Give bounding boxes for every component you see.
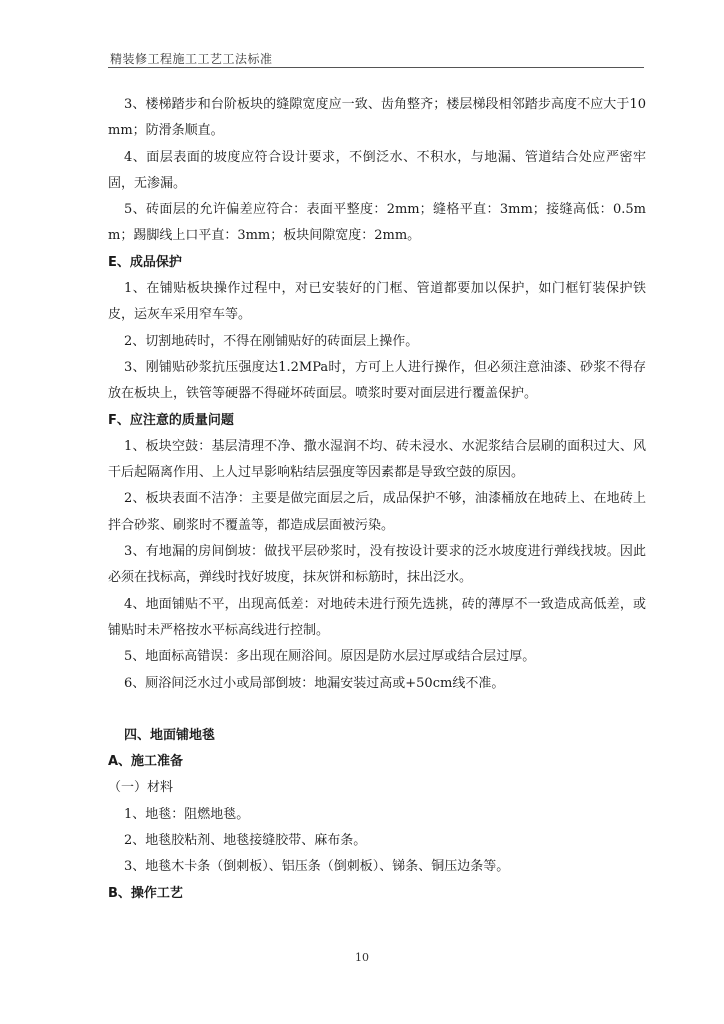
section-gap [108,697,646,723]
body-paragraph: 3、刚铺贴砂浆抗压强度达1.2MPa时，方可上人进行操作，但必须注意油漆、砂浆不得存放在板块上，铁管等硬器不得碰坏砖面层。喷浆时要对面层进行覆盖保护。 [108,359,646,402]
page-number: 10 [355,951,369,964]
body-paragraph: 3、楼梯踏步和台阶板块的缝隙宽度应一致、齿角整齐；楼层梯段相邻踏步高度不应大于10mm；防滑条顺直。 [108,97,646,139]
section-heading: 四、地面铺地毯 [124,727,216,743]
subsection-label: （一）材料 [108,780,174,796]
body-paragraph: 3、有地漏的房间倒坡：做找平层砂浆时，没有按设计要求的泛水坡度进行弹线找坡。因此必须在找标高，弹线时找好坡度，抹灰饼和标筋时，抹出泛水。 [108,544,646,586]
section-heading: B、操作工艺 [108,885,183,901]
section-heading: F、应注意的质量问题 [108,412,234,428]
body-paragraph: 5、砖面层的允许偏差应符合：表面平整度：2mm；缝格平直：3mm；接缝高低：0.5mm；踢脚线上口平直：3mm；板块间隙宽度：2mm。 [108,202,646,244]
header-divider [108,67,644,68]
body-paragraph: 2、板块表面不洁净：主要是做完面层之后，成品保护不够，油漆桶放在地砖上、在地砖上拌合砂浆、刷浆时不覆盖等，都造成层面被污染。 [108,491,646,533]
section-heading: A、施工准备 [108,754,184,770]
body-paragraph: 2、地毯胶粘剂、地毯接缝胶带、麻布条。 [124,833,367,849]
body-paragraph: 6、厕浴间泛水过小或局部倒坡：地漏安装过高或+50cm线不准。 [124,675,505,691]
body-paragraph: 4、面层表面的坡度应符合设计要求，不倒泛水、不积水，与地漏、管道结合处应严密牢固，无渗漏。 [108,149,646,191]
body-paragraph: 5、地面标高错误：多出现在厕浴间。原因是防水层过厚或结合层过厚。 [124,649,536,665]
body-paragraph: 2、切割地砖时，不得在刚铺贴好的砖面层上操作。 [124,333,419,349]
page-header-title: 精装修工程施工工艺工法标准 [110,52,273,66]
body-paragraph: 3、地毯木卡条（倒刺板）、铝压条（倒刺板）、锑条、铜压边条等。 [124,859,510,875]
document-body [108,92,646,907]
body-paragraph: 1、地毯：阻燃地毯。 [124,806,250,822]
section-heading: E、成品保护 [108,254,182,270]
body-paragraph: 1、在铺贴板块操作过程中，对已安装好的门框、管道都要加以保护，如门框钉装保护铁皮，运灰车采用窄车等。 [108,281,646,323]
body-paragraph: 4、地面铺贴不平，出现高低差：对地砖未进行预先选挑，砖的薄厚不一致造成高低差，或铺贴时未严格按水平标高线进行控制。 [108,596,646,638]
body-paragraph: 1、板块空鼓：基层清理不净、撒水湿润不均、砖未浸水、水泥浆结合层刷的面积过大、风干后起隔离作用、上人过早影响粘结层强度等因素都是导致空鼓的原因。 [108,438,646,481]
